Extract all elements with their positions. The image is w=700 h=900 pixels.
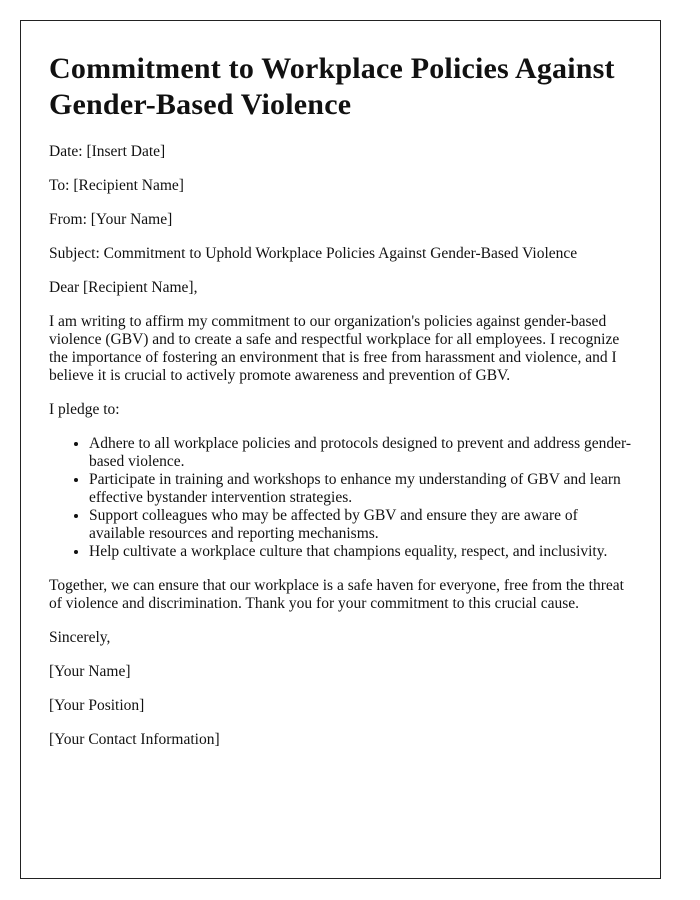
salutation: Dear [Recipient Name], xyxy=(49,279,198,296)
letter-page xyxy=(20,20,661,879)
pledge-item: • Support colleagues who may be affected by GBV and ensure they are aware of available resources and reporting mechanisms. xyxy=(89,507,634,543)
conclusion-paragraph: Together, we can ensure that our workplace is a safe haven for everyone, free from the threat of violence and discrimination. Thank you for your commitment to this crucial cause. xyxy=(49,577,624,612)
pledge-item: • Adhere to all workplace policies and protocols designed to prevent and address gender-based violence. xyxy=(89,435,634,471)
letter-content xyxy=(49,51,634,749)
pledge-list xyxy=(49,435,634,561)
signoff: Sincerely, xyxy=(49,629,111,646)
pledge-item: • Help cultivate a workplace culture that champions equality, respect, and inclusivity. xyxy=(89,543,634,561)
date-line: Date: [Insert Date] xyxy=(49,143,166,160)
subject-line: Subject: Commitment to Uphold Workplace Policies Against Gender-Based Violence xyxy=(49,245,578,262)
signature-position: [Your Position] xyxy=(49,697,145,714)
signature-name: [Your Name] xyxy=(49,663,131,680)
signature-contact: [Your Contact Information] xyxy=(49,731,220,748)
letter-title: Commitment to Workplace Policies Against Gender-Based Violence xyxy=(49,52,615,121)
to-line: To: [Recipient Name] xyxy=(49,177,184,194)
from-line: From: [Your Name] xyxy=(49,211,173,228)
pledge-intro: I pledge to: xyxy=(49,401,120,418)
intro-paragraph: I am writing to affirm my commitment to our organization's policies against gender-based violence (GBV) and to create a safe and respectful workplace for all employees. I recognize the importance of fostering an environment that is free from harassment and violence, and I believe it is crucial to actively promote awareness and prevention of GBV. xyxy=(49,313,620,384)
pledge-item: • Participate in training and workshops to enhance my understanding of GBV and learn effective bystander intervention strategies. xyxy=(89,471,634,507)
